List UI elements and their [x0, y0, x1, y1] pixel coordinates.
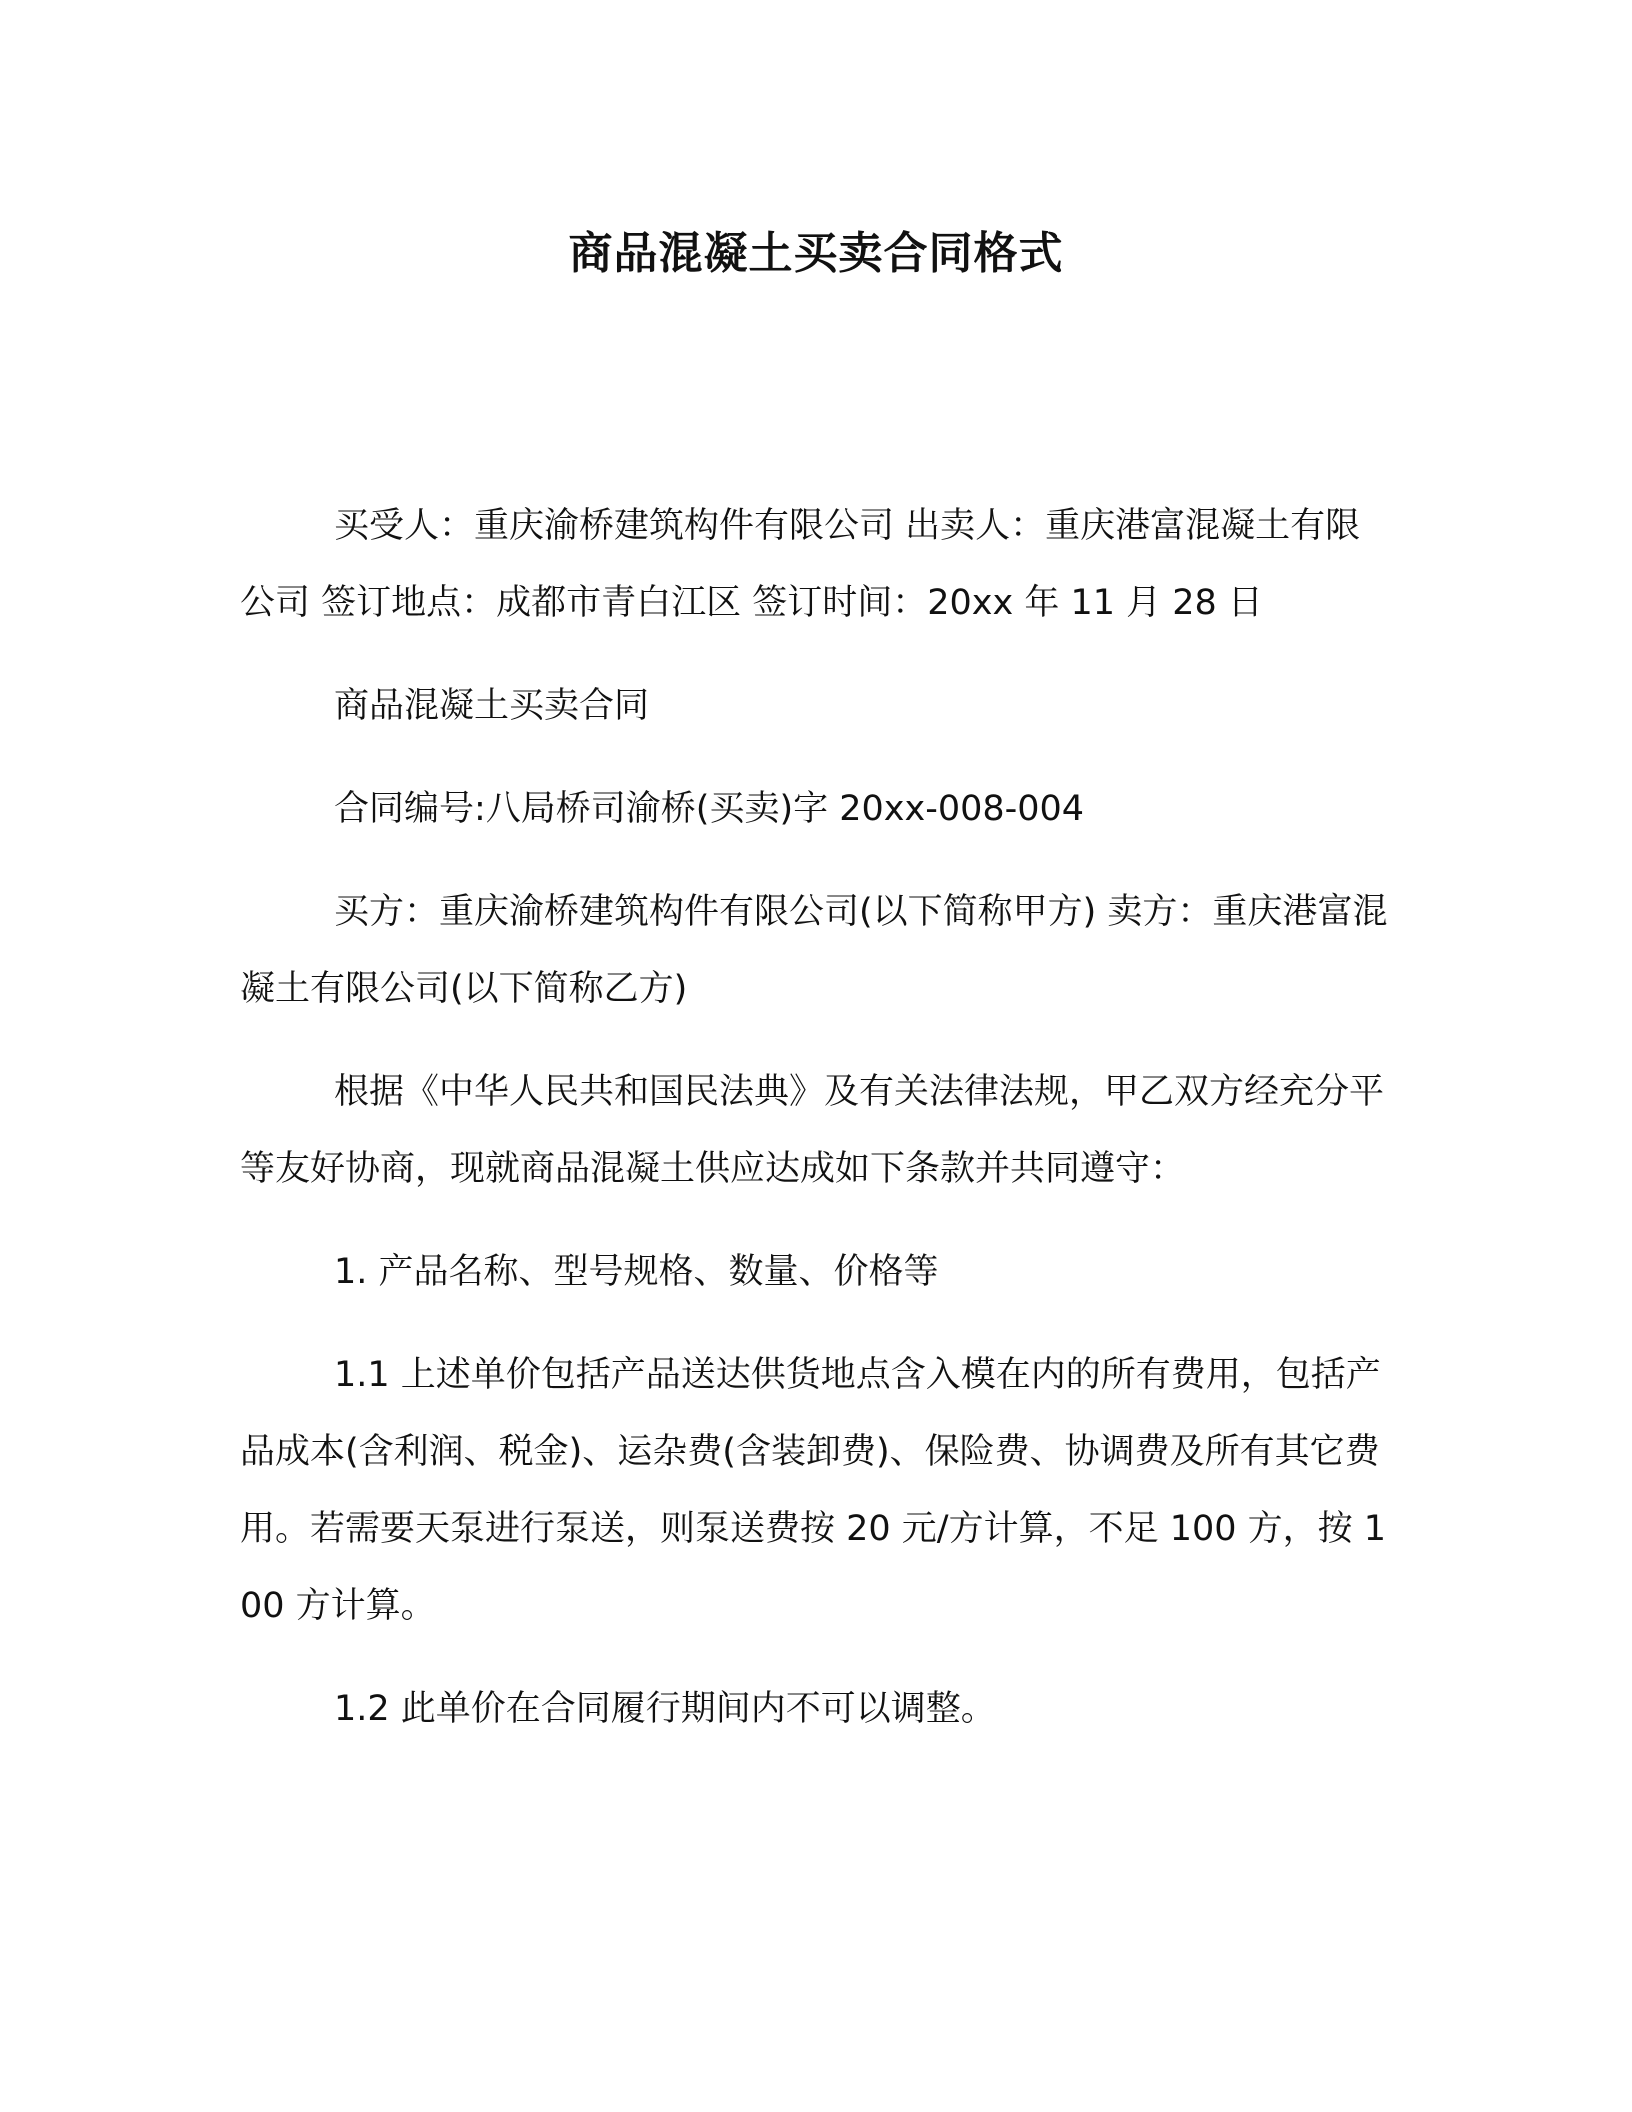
buyer-seller-paragraph: 买方：重庆渝桥建筑构件有限公司(以下简称甲方) 卖方：重庆港富混凝土有限公司(以下简称乙方) — [240, 892, 1388, 1009]
contract-heading-paragraph: 商品混凝土买卖合同 — [334, 686, 650, 726]
section-1-heading: 1. 产品名称、型号规格、数量、价格等 — [334, 1252, 939, 1292]
contract-number-paragraph: 合同编号:八局桥司渝桥(买卖)字 20xx-008-004 — [334, 789, 1085, 829]
document-title: 商品混凝土买卖合同格式 — [568, 228, 1064, 279]
legal-basis-paragraph: 根据《中华人民共和国民法典》及有关法律法规，甲乙双方经充分平等友好协商，现就商品混凝土供应达成如下条款并共同遵守： — [240, 1072, 1385, 1189]
section-1-1-paragraph: 1.1 上述单价包括产品送达供货地点含入模在内的所有费用，包括产品成本(含利润、税金)、运杂费(含装卸费)、保险费、协调费及所有其它费用。若需要天泵进行泵送，则泵送费按 20 元/方计算，不足 100 方，按 100 方计算。 — [240, 1355, 1387, 1626]
parties-paragraph: 买受人：重庆渝桥建筑构件有限公司 出卖人：重庆港富混凝土有限公司 签订地点：成都市青白江区 签订时间：20xx 年 11 月 28 日 — [240, 506, 1361, 623]
section-1-2-paragraph: 1.2 此单价在合同履行期间内不可以调整。 — [334, 1689, 996, 1729]
document-body — [240, 488, 1390, 1774]
